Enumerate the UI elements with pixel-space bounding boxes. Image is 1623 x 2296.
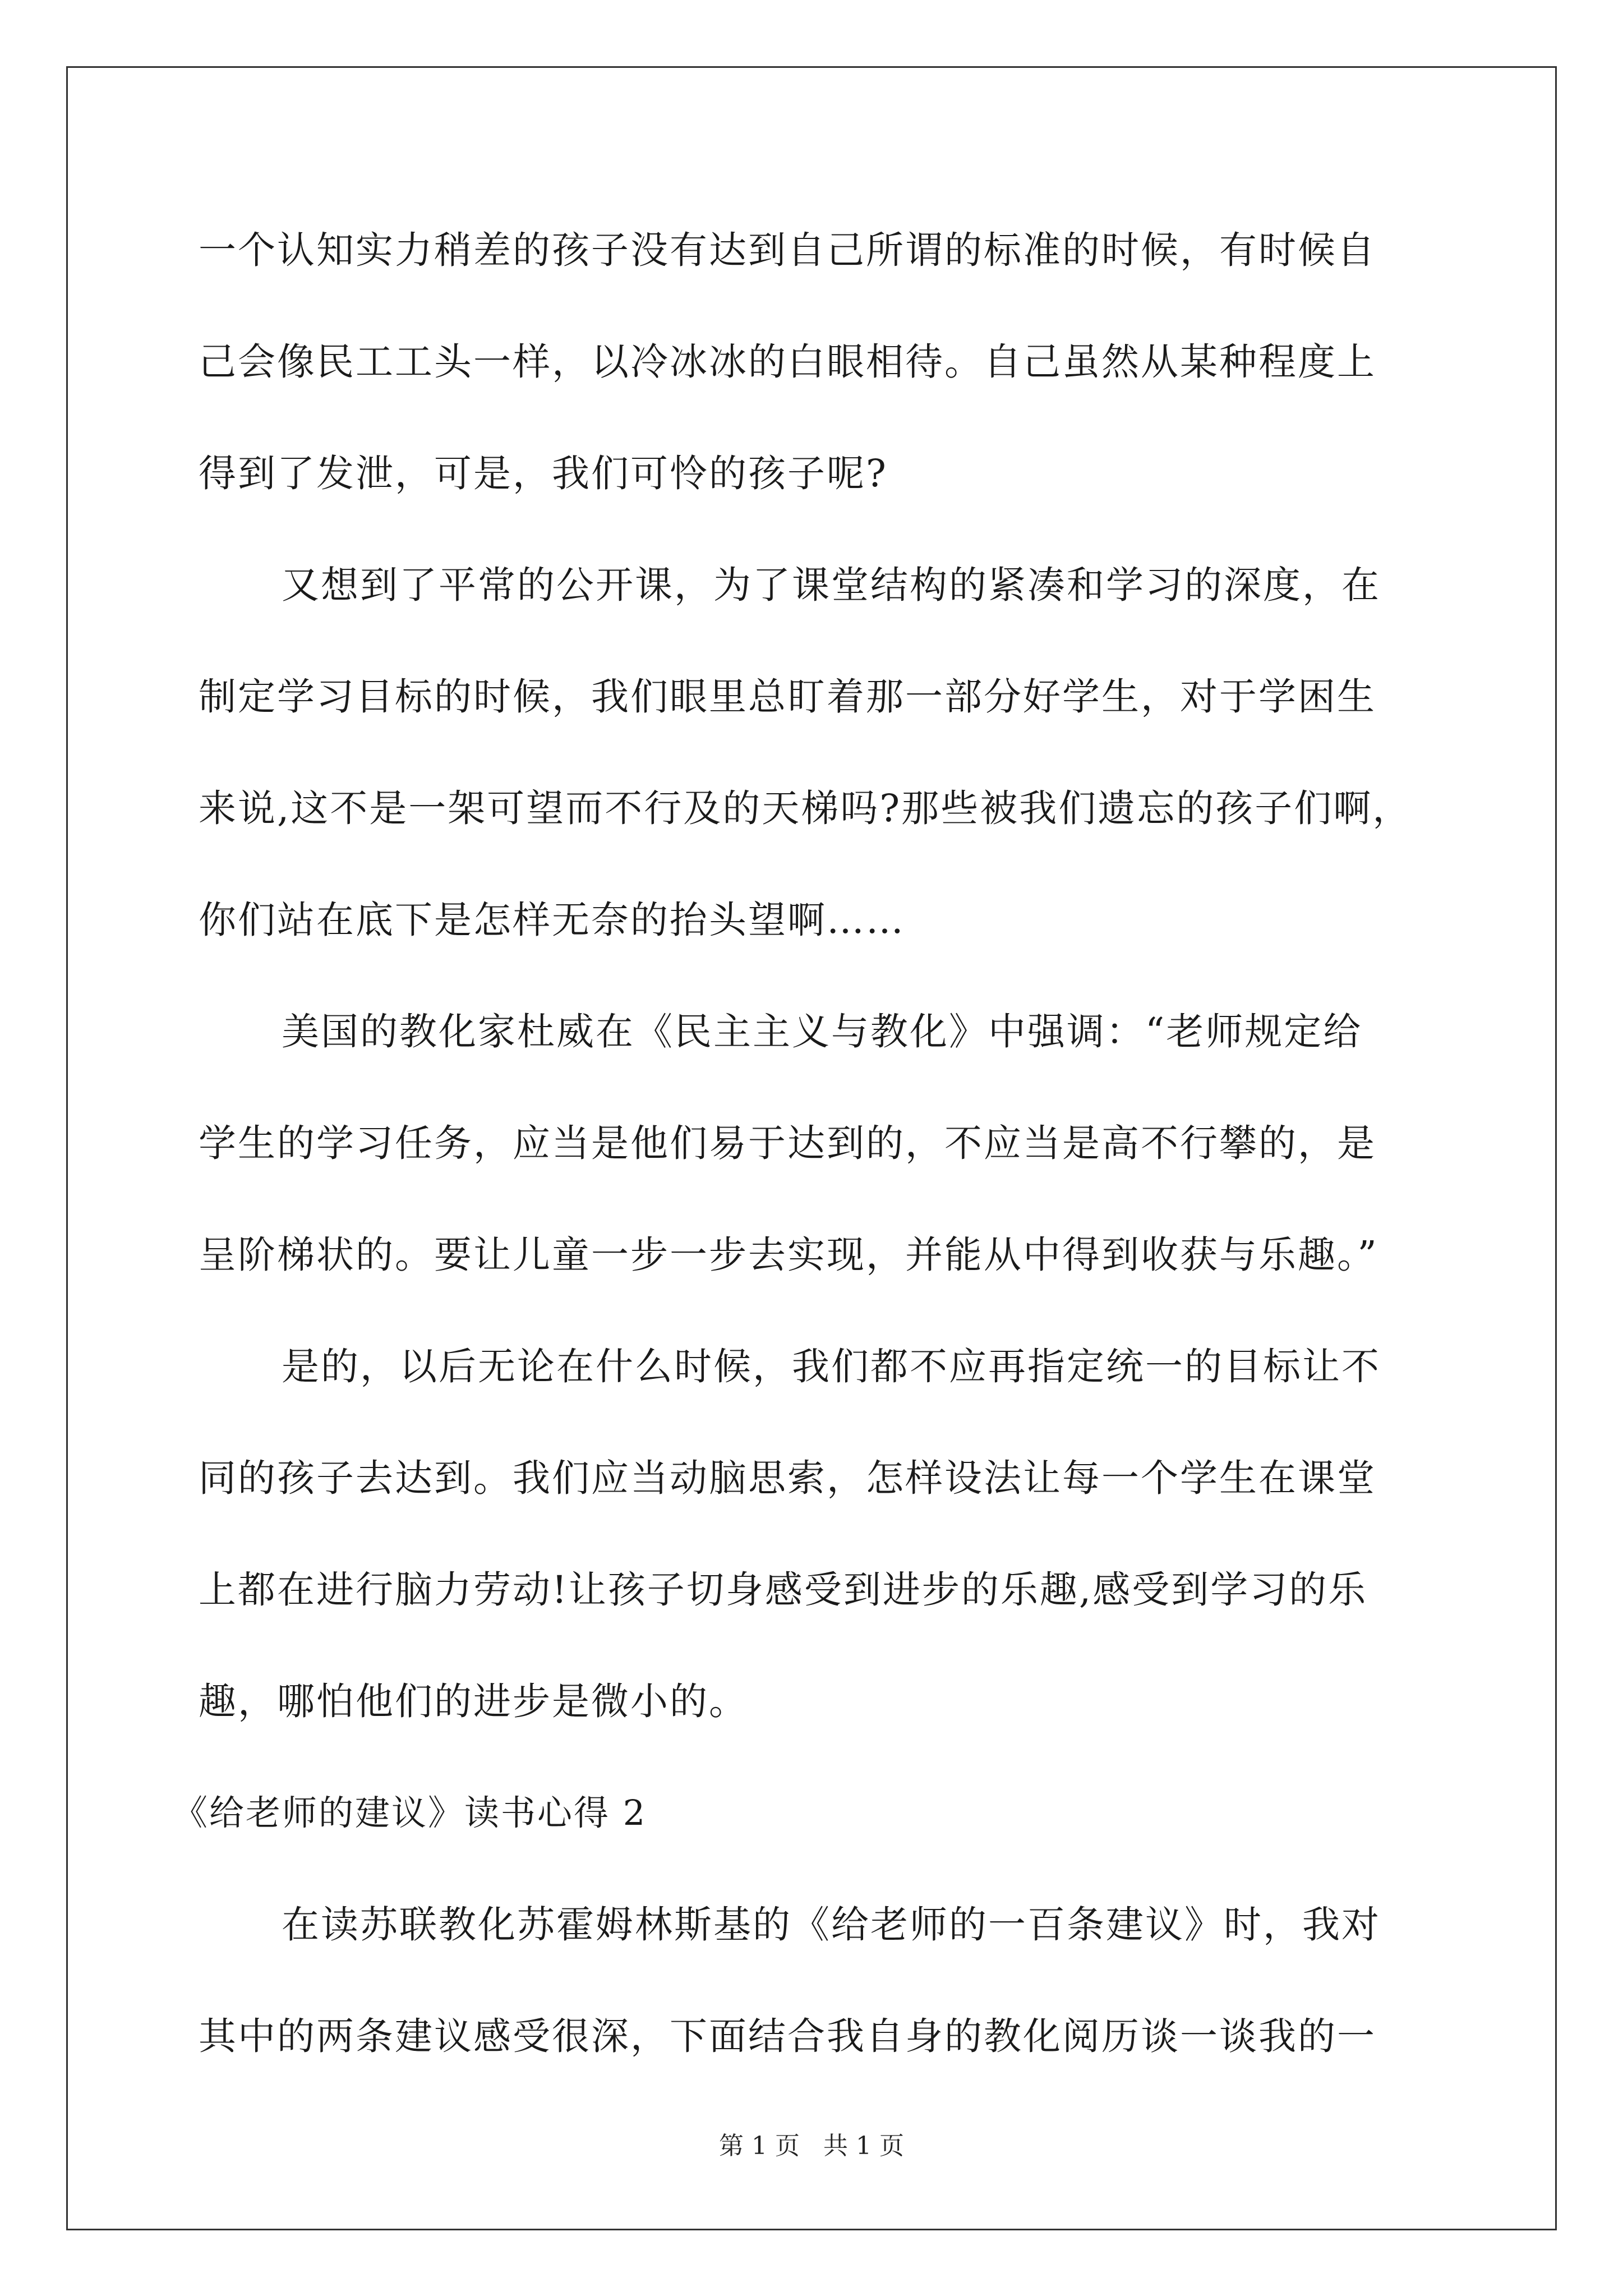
section-heading: 《给老师的建议》读书心得 2 [173, 1792, 647, 1833]
text-line: 你们站在底下是怎样无奈的抬头望啊…… [199, 898, 905, 942]
text-line: 呈阶梯状的。要让儿童一步一步去实现，并能从中得到收获与乐趣。” [199, 1233, 1378, 1277]
text-line: 一个认知实力稍差的孩子没有达到自己所谓的标准的时候，有时候自 [199, 228, 1376, 272]
text-line: 来说,这不是一架可望而不行及的天梯吗?那些被我们遗忘的孩子们啊， [199, 786, 1412, 830]
paragraph-start-line: 又想到了平常的公开课，为了课堂结构的紧凑和学习的深度，在 [282, 563, 1381, 607]
page-number-footer: 第 1 页 共 1 页 [719, 2132, 904, 2160]
text-line: 同的孩子去达到。我们应当动脑思索，怎样设法让每一个学生在课堂 [199, 1456, 1376, 1500]
text-line: 其中的两条建议感受很深，下面结合我自身的教化阅历谈一谈我的一 [199, 2014, 1376, 2058]
text-line: 得到了发泄，可是，我们可怜的孩子呢? [199, 452, 888, 495]
paragraph-start-line: 美国的教化家杜威在《民主主义与教化》中强调：“老师规定给 [282, 1010, 1363, 1053]
text-line: 制定学习目标的时候，我们眼里总盯着那一部分好学生，对于学困生 [199, 675, 1376, 719]
paragraph-start-line: 在读苏联教化苏霍姆林斯基的《给老师的一百条建议》时，我对 [282, 1903, 1381, 1947]
text-line: 学生的学习任务，应当是他们易于达到的，不应当是高不行攀的，是 [199, 1121, 1376, 1165]
paragraph-start-line: 是的，以后无论在什么时候，我们都不应再指定统一的目标让不 [282, 1345, 1381, 1388]
text-line: 趣，哪怕他们的进步是微小的。 [199, 1680, 748, 1723]
document-body [173, 222, 1427, 2120]
text-line: 上都在进行脑力劳动!让孩子切身感受到进步的乐趣,感受到学习的乐 [199, 1568, 1368, 1612]
text-line: 己会像民工工头一样，以冷冰冰的白眼相待。自己虽然从某种程度上 [199, 340, 1376, 384]
